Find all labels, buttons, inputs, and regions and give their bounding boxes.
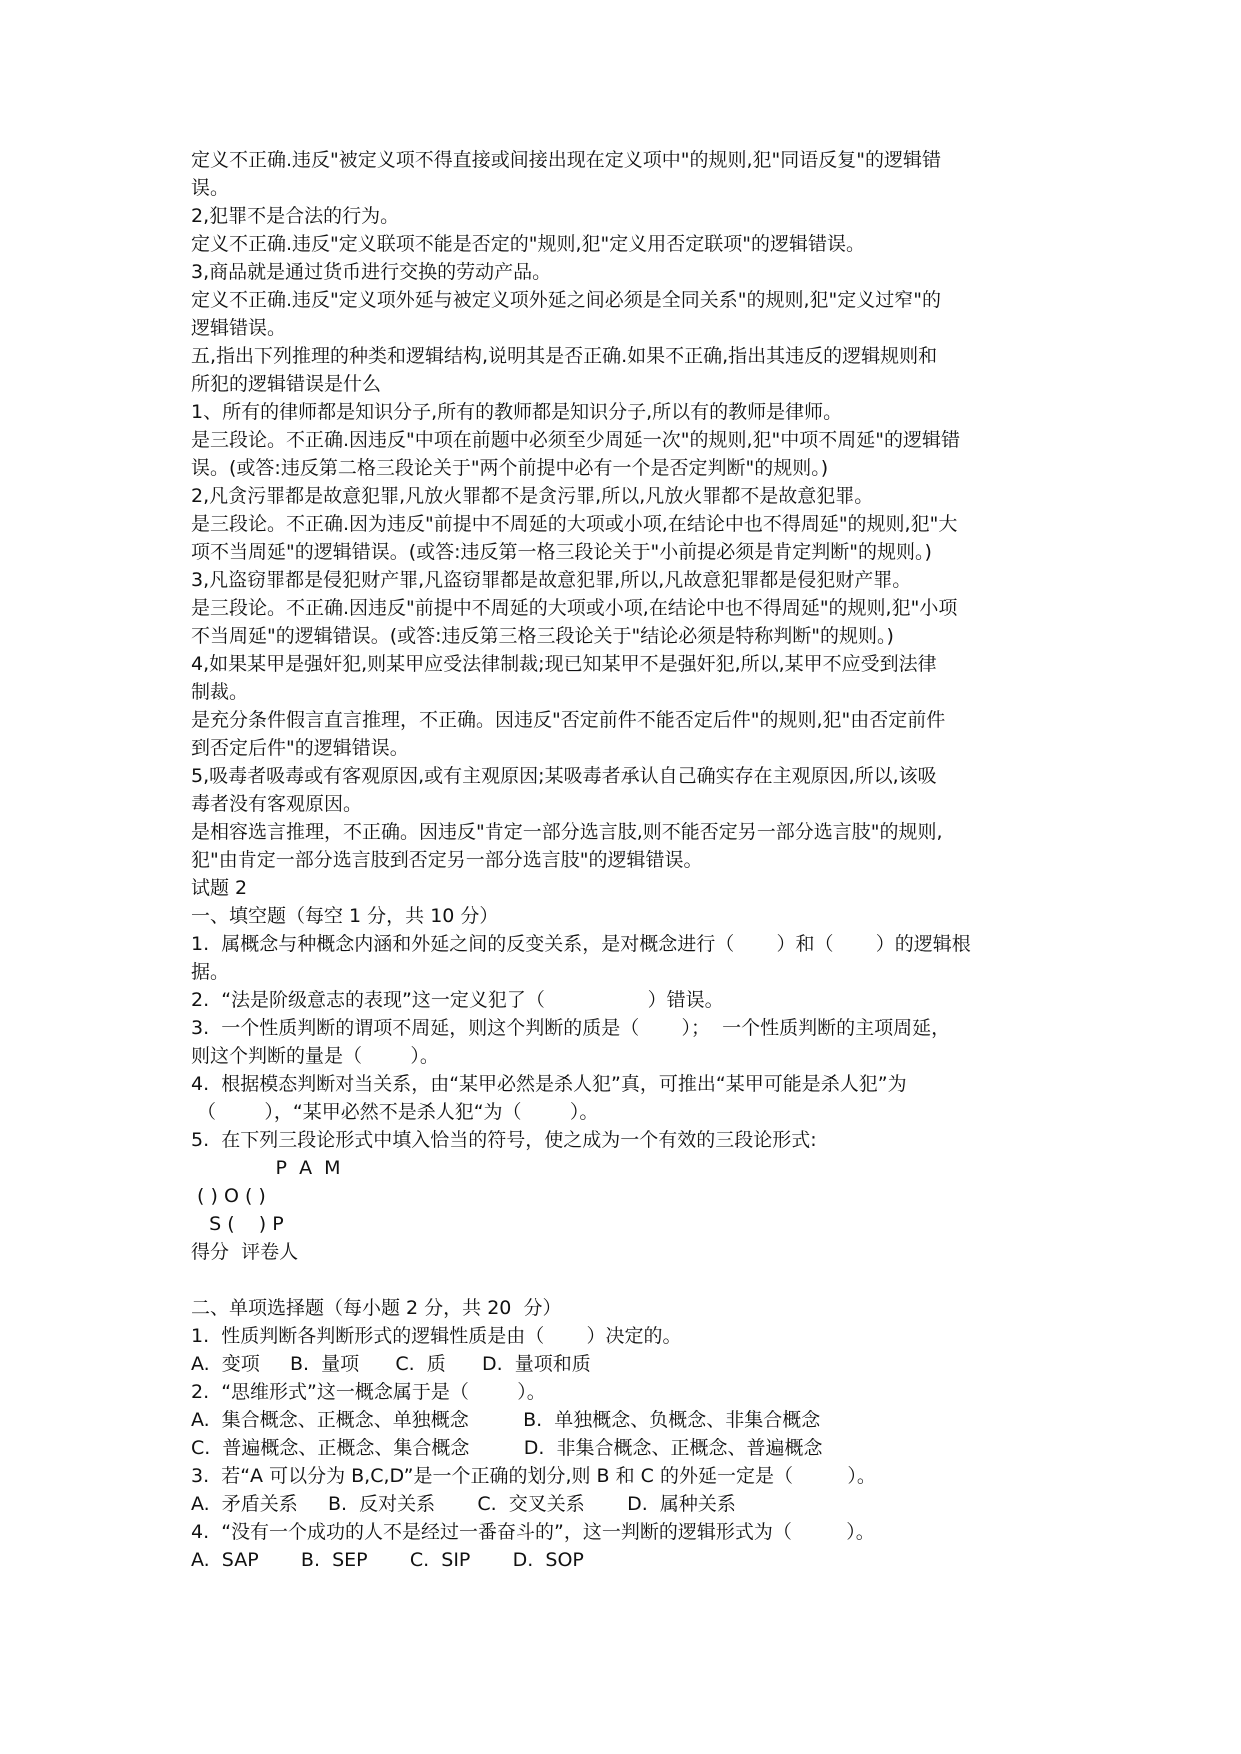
text-line: 定义不正确.违反"定义联项不能是否定的"规则,犯"定义用否定联项"的逻辑错误。 [191,233,866,255]
question-text: 1. 性质判断各判断形式的逻辑性质是由（ ）决定的。 [191,1325,682,1347]
question-text: 3. 一个性质判断的谓项不周延，则这个判断的质是（ ）； 一个性质判断的主项周延， [191,1017,951,1039]
question-text: 4. 根据模态判断对当关系，由“某甲必然是杀人犯”真，可推出“某甲可能是杀人犯”为 [191,1073,907,1095]
question-text: 5. 在下列三段论形式中填入恰当的符号，使之成为一个有效的三段论形式: [191,1129,817,1151]
question-text: 2,凡贪污罪都是故意犯罪,凡放火罪都不是贪污罪,所以,凡放火罪都不是故意犯罪。 [191,485,874,507]
question-text: 制裁。 [191,681,249,703]
syllogism-line: S ( ) P [191,1213,284,1235]
syllogism-line: ( ) O ( ) [191,1185,266,1207]
answer-text: 是三段论。不正确.因违反"前提中不周延的大项或小项,在结论中也不得周延"的规则,犯"小项 [191,597,958,619]
answer-text: 不当周延"的逻辑错误。(或答:违反第三格三段论关于"结论必须是特称判断"的规则。) [191,625,894,647]
question-text: 据。 [191,961,230,983]
answer-text: 项不当周延"的逻辑错误。(或答:违反第一格三段论关于"小前提必须是肯定判断"的规则。) [191,541,932,563]
blank-line [191,1266,1071,1294]
answer-options: A. 矛盾关系 B. 反对关系 C. 交叉关系 D. 属种关系 [191,1493,736,1515]
answer-options: A. 变项 B. 量项 C. 质 D. 量项和质 [191,1353,591,1375]
answer-text: 是三段论。不正确.因为违反"前提中不周延的大项或小项,在结论中也不得周延"的规则,犯"大 [191,513,958,535]
score-label: 得分 评卷人 [191,1241,299,1263]
question-text: 毒者没有客观原因。 [191,793,363,815]
answer-text: 犯"由肯定一部分选言肢到否定另一部分选言肢"的逻辑错误。 [191,849,703,871]
text-line: 2,犯罪不是合法的行为。 [191,205,400,227]
text-line: 定义不正确.违反"定义项外延与被定义项外延之间必须是全同关系"的规则,犯"定义过窄"的 [191,289,942,311]
question-text: 2. “思维形式”这一概念属于是（ ）。 [191,1381,546,1403]
answer-text: 到否定后件"的逻辑错误。 [191,737,409,759]
exam-title: 试题 2 [191,877,248,899]
answer-text: 是充分条件假言直言推理，不正确。因违反"否定前件不能否定后件"的规则,犯"由否定前件 [191,709,946,731]
text-line: 误。 [191,177,230,199]
question-text: （ ），“某甲必然不是杀人犯“为（ ）。 [191,1101,599,1123]
question-text: 5,吸毒者吸毒或有客观原因,或有主观原因;某吸毒者承认自己确实存在主观原因,所以,该吸 [191,765,937,787]
question-text: 1. 属概念与种概念内涵和外延之间的反变关系，是对概念进行（ ）和（ ）的逻辑根 [191,933,971,955]
section-heading: 一、填空题（每空 1 分，共 10 分） [191,905,499,927]
question-text: 1、所有的律师都是知识分子,所有的教师都是知识分子,所以有的教师是律师。 [191,401,843,423]
answer-options: C. 普遍概念、正概念、集合概念 D. 非集合概念、正概念、普遍概念 [191,1437,823,1459]
answer-text: 误。(或答:违反第二格三段论关于"两个前提中必有一个是否定判断"的规则。) [191,457,829,479]
question-text: 4. “没有一个成功的人不是经过一番奋斗的”，这一判断的逻辑形式为（ ）。 [191,1521,875,1543]
question-text: 4,如果某甲是强奸犯,则某甲应受法律制裁;现已知某甲不是强奸犯,所以,某甲不应受到法律 [191,653,937,675]
question-text: 3. 若“A 可以分为 B,C,D”是一个正确的划分,则 B 和 C 的外延一定是（ ）。 [191,1465,876,1487]
text-line: 逻辑错误。 [191,317,287,339]
text-line: 定义不正确.违反"被定义项不得直接或间接出现在定义项中"的规则,犯"同语反复"的逻辑错 [191,149,942,171]
section-heading: 二、单项选择题（每小题 2 分，共 20 分） [191,1297,562,1319]
document-page [191,146,1071,1574]
section-heading: 五,指出下列推理的种类和逻辑结构,说明其是否正确.如果不正确,指出其违反的逻辑规则和 [191,345,938,367]
question-text: 3,凡盗窃罪都是侵犯财产罪,凡盗窃罪都是故意犯罪,所以,凡故意犯罪都是侵犯财产罪。 [191,569,912,591]
text-line: 3,商品就是通过货币进行交换的劳动产品。 [191,261,552,283]
syllogism-line: P A M [191,1157,341,1179]
question-text: 2. “法是阶级意志的表现”这一定义犯了（ ）错误。 [191,989,724,1011]
answer-text: 是相容选言推理，不正确。因违反"肯定一部分选言肢,则不能否定另一部分选言肢"的规则, [191,821,943,843]
question-text: 则这个判断的量是（ ）。 [191,1045,439,1067]
answer-text: 是三段论。不正确.因违反"中项在前题中必须至少周延一次"的规则,犯"中项不周延"的逻辑错 [191,429,961,451]
answer-options: A. SAP B. SEP C. SIP D. SOP [191,1549,584,1571]
answer-options: A. 集合概念、正概念、单独概念 B. 单独概念、负概念、非集合概念 [191,1409,821,1431]
section-heading: 所犯的逻辑错误是什么 [191,373,382,395]
